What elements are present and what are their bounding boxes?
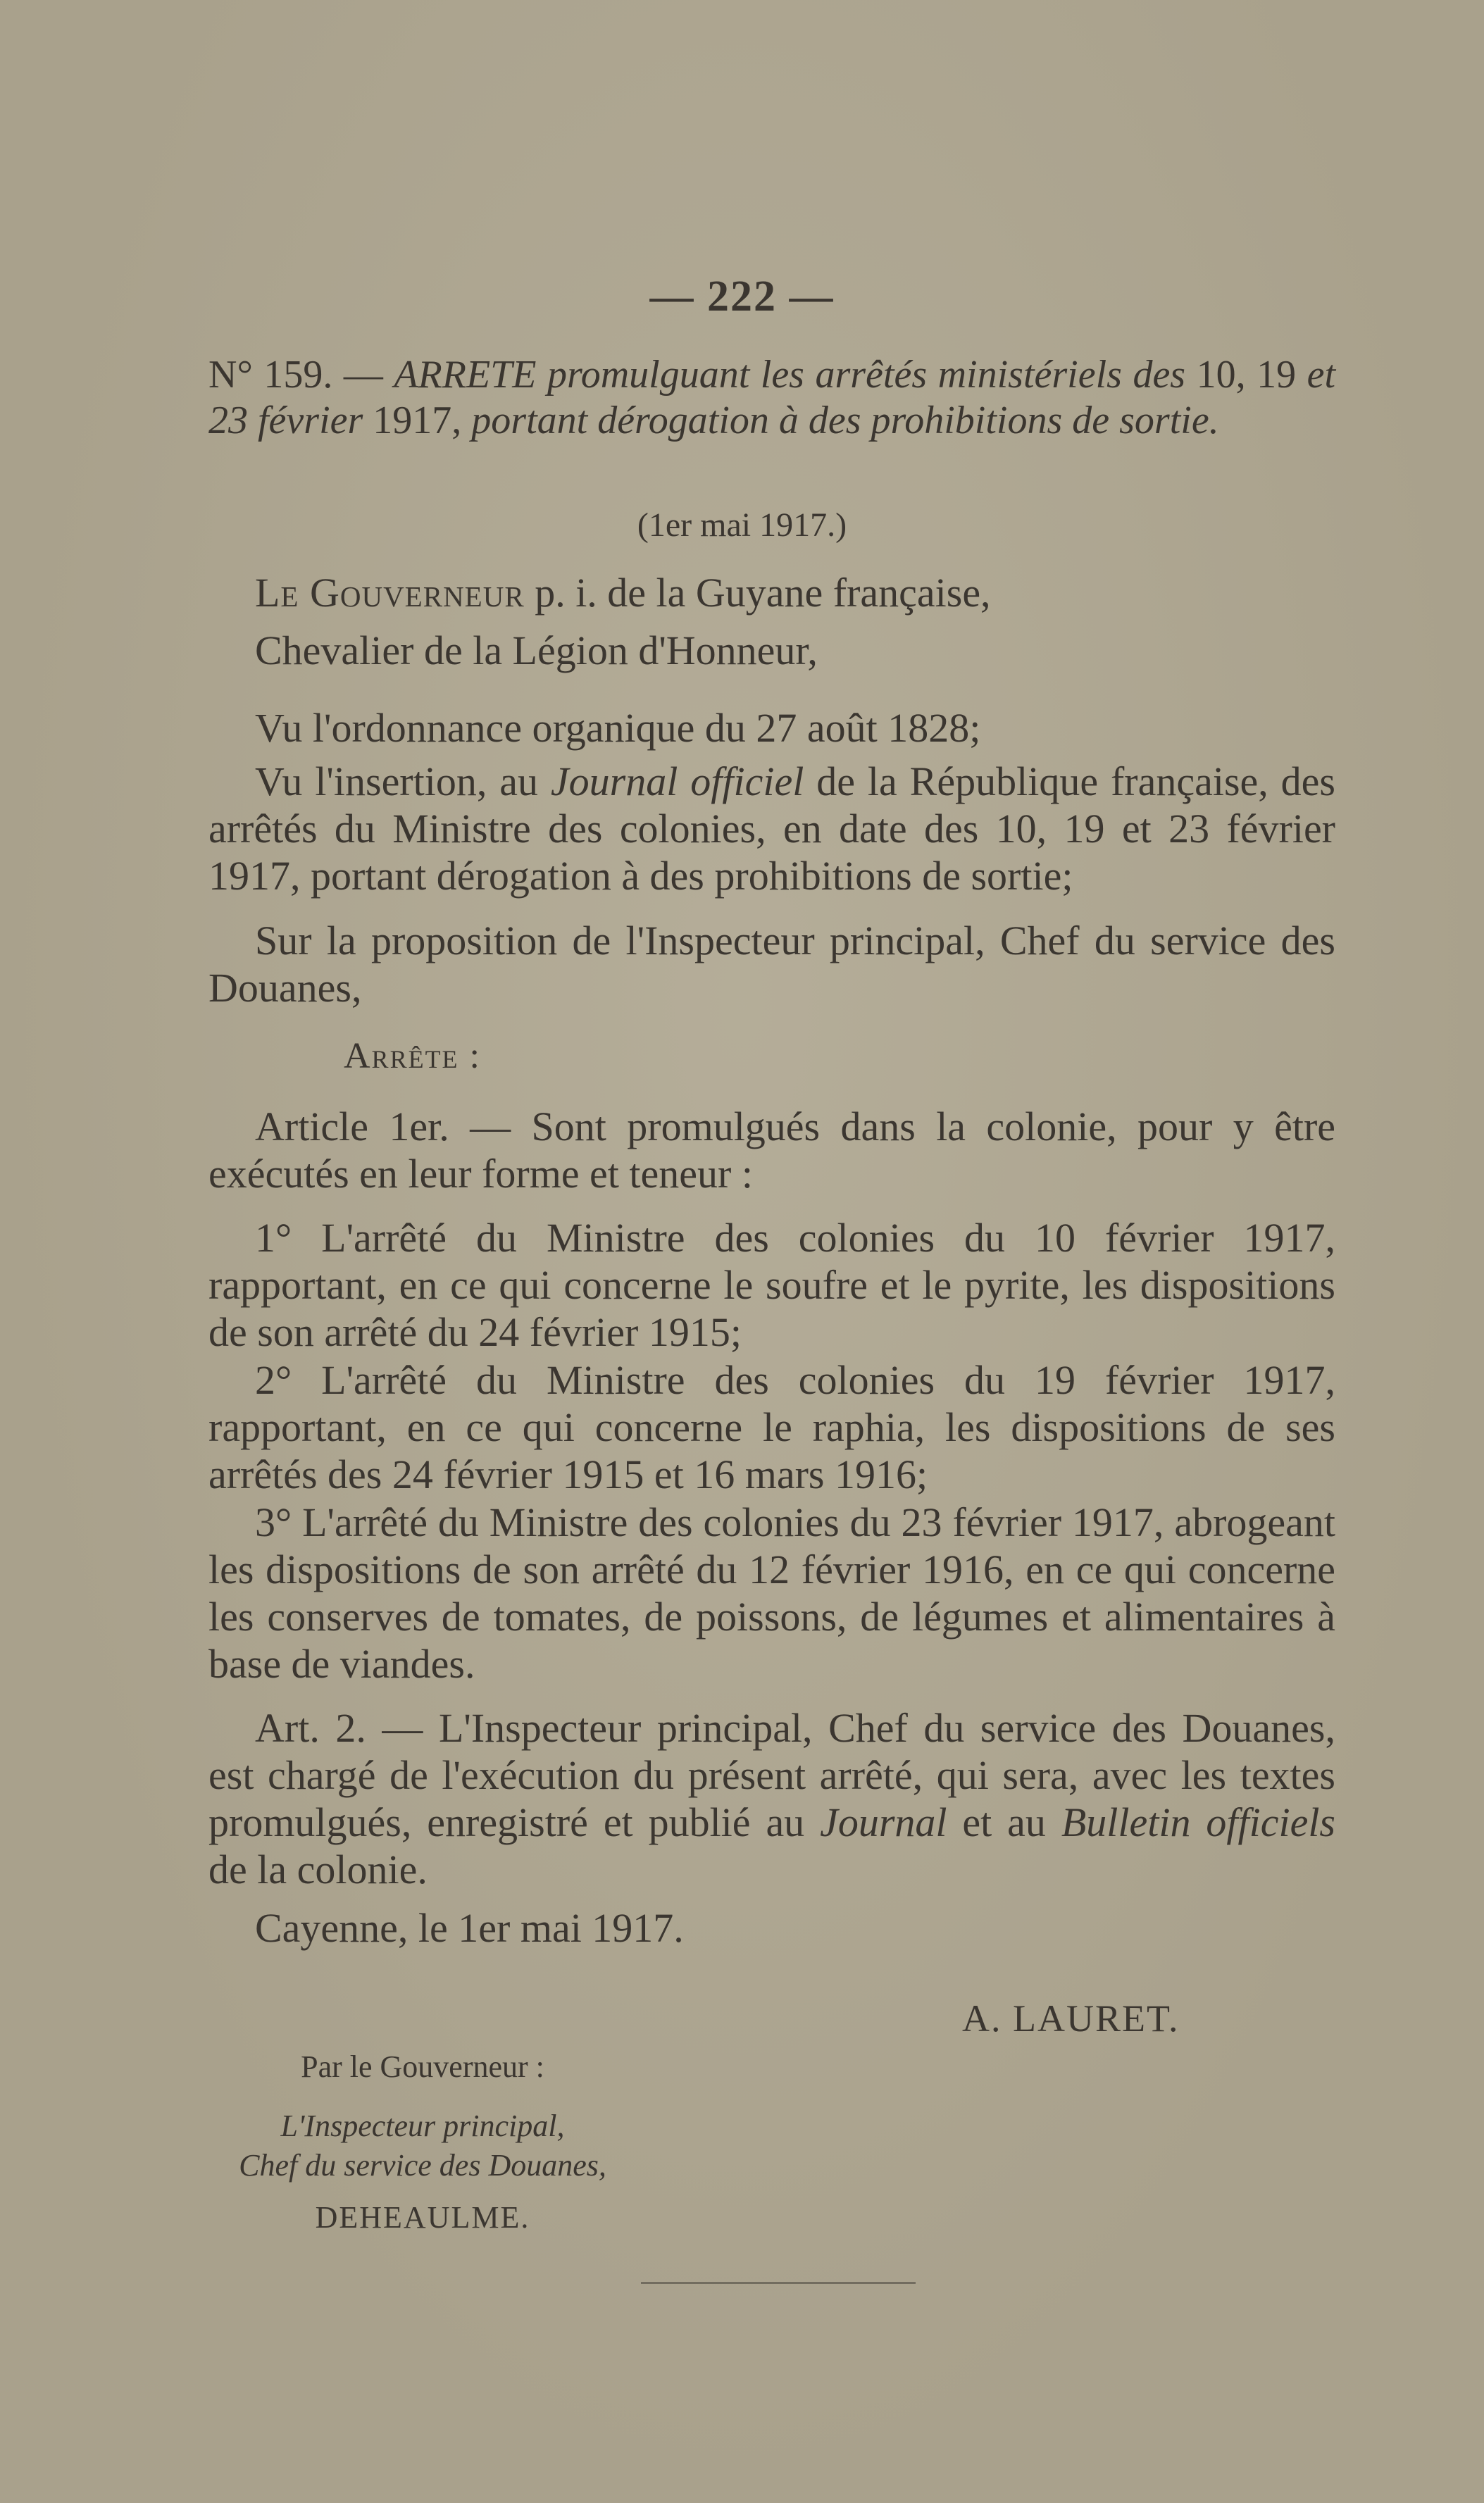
article-1-item-3: 3° L'arrêté du Ministre des colonies du 23 février 1917, abrogeant les dispositions de son arrêté du 12 février 1916, en ce qui concerne les conserves de tomates, de poissons, de légumes et alimentaires à base de viandes. xyxy=(208,1499,1335,1687)
article-1-item-1: 1° L'arrêté du Ministre des colonies du 10 février 1917, rapportant, en ce qui concerne le soufre et le pyrite, les dispositions de son arrêté du 24 février 1915; xyxy=(208,1215,1335,1355)
governor-line xyxy=(208,569,1335,616)
decree-heading xyxy=(208,352,1335,444)
vu-insertion-b: de la République française, des arrêtés du Ministre des colonies, en date des 10, 19 et 23 février 1917, portant dérogation à des prohibitions de sortie; xyxy=(208,759,1335,899)
countersign-role-1: L'Inspecteur principal, xyxy=(280,2109,565,2143)
vu-insertion xyxy=(208,758,1335,899)
sur-proposition: Sur la proposition de l'Inspecteur principal, Chef du service des Douanes, xyxy=(208,918,1335,1011)
decree-title-line2e: portant dérogation à des xyxy=(471,399,861,442)
closing-rule xyxy=(641,2282,916,2284)
par-le-gouverneur: Par le Gouverneur : xyxy=(301,2049,544,2084)
decree-date: (1er mai 1917.) xyxy=(637,506,847,544)
bulletin-ref: Bulletin officiels xyxy=(1061,1799,1336,1845)
countersign-name: DEHEAULME. xyxy=(315,2200,530,2235)
decree-number: N° 159. — xyxy=(208,353,383,397)
article-2-c: de la colonie. xyxy=(208,1847,428,1892)
place-date: Cayenne, le 1er mai 1917. xyxy=(255,1905,684,1951)
decree-title-line1: ARRETE promulguant les arrêtés ministériels xyxy=(394,353,1122,397)
decree-title-line2c: et 23 février xyxy=(208,353,1336,442)
vu-ordonnance: Vu l'ordonnance organique du 27 août 1828; xyxy=(255,705,981,751)
journal-ref: Journal xyxy=(820,1799,947,1845)
decree-title-line3: prohibitions de sortie. xyxy=(871,399,1219,442)
article-2 xyxy=(208,1704,1335,1893)
article-2-a: Art. 2. — L'Inspecteur principal, Chef du service des Douanes, est chargé de l'exécution du présent arrêté, qui sera, avec les textes promulgués, enregistré et publié au xyxy=(208,1705,1335,1845)
governor-rest: p. i. de la Guyane française, xyxy=(524,570,991,616)
chevalier-line: Chevalier de la Légion d'Honneur, xyxy=(255,628,818,673)
article-1-item-2: 2° L'arrêté du Ministre des colonies du 19 février 1917, rapportant, en ce qui concerne le raphia, les dispositions de ses arrêtés des 24 février 1915 et 16 mars 1916; xyxy=(208,1357,1335,1497)
governor-title: Le Gouverneur xyxy=(255,570,525,616)
decree-title-line2b: 10, 19 xyxy=(1196,353,1297,397)
countersign-role-2: Chef du service des Douanes, xyxy=(239,2148,606,2183)
decree-title-line2d: 1917, xyxy=(373,399,462,442)
governor-signature: A. LAURET. xyxy=(962,1997,1180,2040)
page-number: — 222 — xyxy=(649,273,835,320)
decree-title-line2a: des xyxy=(1133,353,1186,397)
article-1: Article 1er. — Sont promulgués dans la colonie, pour y être exécutés en leur forme et teneur : xyxy=(208,1104,1335,1197)
arrete-label: Arrête : xyxy=(344,1036,481,1076)
article-2-b: et au xyxy=(947,1799,1061,1845)
vu-insertion-a: Vu l'insertion, au xyxy=(255,759,551,804)
journal-officiel-ref: Journal officiel xyxy=(550,759,804,804)
